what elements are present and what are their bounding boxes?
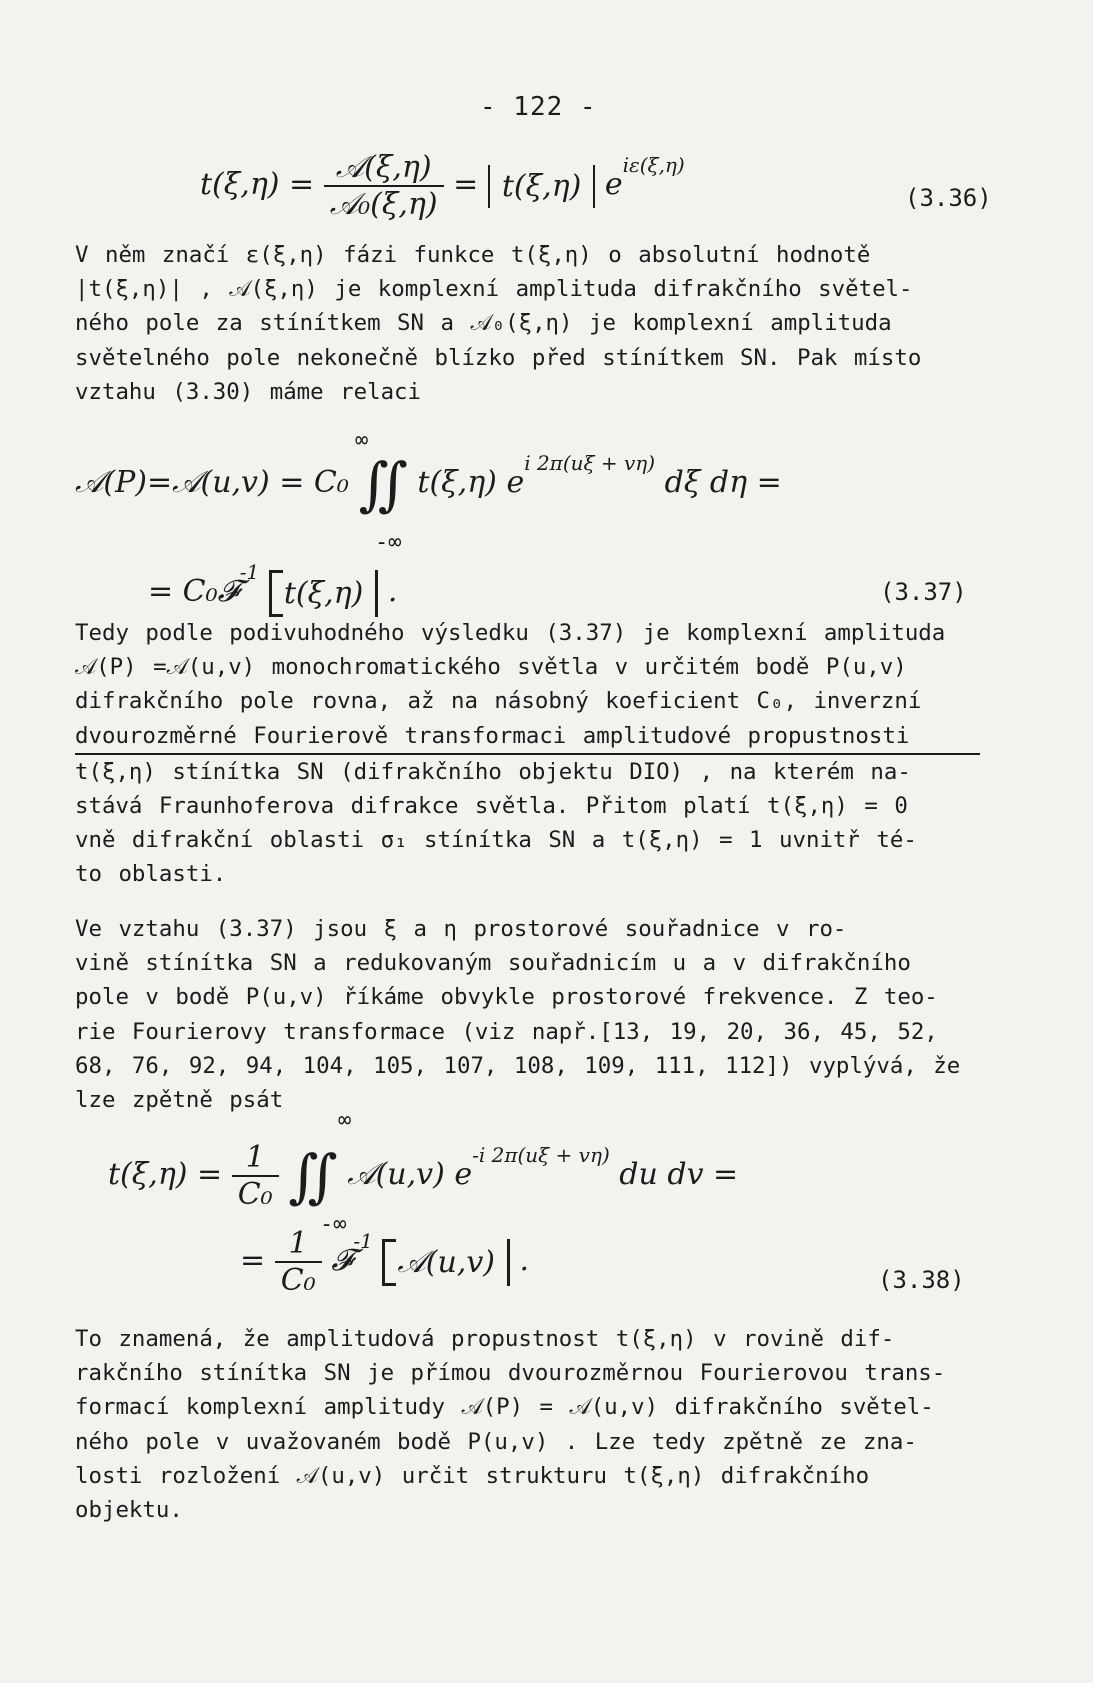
paragraph-3-line: pole v bodě P(u,v) říkáme obvykle prostorové frekvence. Z teo- xyxy=(75,984,938,1011)
eq-338-exponent: -i 2π(uξ + vη) xyxy=(472,1143,610,1167)
equation-3-37-line-1 xyxy=(75,450,782,518)
paragraph-4-line: objektu. xyxy=(75,1497,183,1524)
eq-338-lhs: t(ξ,η) = xyxy=(108,1157,223,1192)
equation-3-36 xyxy=(200,150,685,222)
paragraph-3-line: Ve vztahu (3.37) jsou ξ a η prostorové souřadnice v ro- xyxy=(75,916,847,942)
page-number: - 122 - xyxy=(480,92,597,122)
eq-336-exp-base: e xyxy=(604,167,623,202)
eq-338-fraction-1 xyxy=(232,1140,279,1212)
paragraph-3 xyxy=(75,912,980,1117)
eq-337-bracket: t(ξ,η) xyxy=(269,570,379,617)
eq-338-integral-sign: ∬ xyxy=(288,1142,338,1210)
eq-337-number: (3.37) xyxy=(880,578,967,606)
eq-337-integrand: t(ξ,η) xyxy=(417,465,497,500)
paragraph-2-underlined-line: dvourozměrné Fourierově transformaci amplitudové propustnosti xyxy=(75,719,980,755)
eq-338-differentials: du dv = xyxy=(619,1157,739,1192)
equation-3-38-line-1 xyxy=(108,1140,738,1212)
eq-338-lower-limit: -∞ xyxy=(320,1212,347,1237)
eq-338-line2-equals: = xyxy=(240,1243,266,1278)
eq-337-lhs: 𝒜(P)=𝒜(u,v) = C₀ xyxy=(75,465,349,500)
eq-338-operator-sup: -1 xyxy=(353,1229,373,1253)
eq-336-number: (3.36) xyxy=(905,184,992,212)
eq-336-exponent: iε(ξ,η) xyxy=(622,153,685,177)
paragraph-1-line: vztahu (3.30) máme relaci xyxy=(75,378,422,405)
paragraph-2 xyxy=(75,616,980,892)
paragraph-1-line: ného pole za stínítkem SN a 𝒜₀(ξ,η) je komplexní amplituda xyxy=(75,310,892,337)
paragraph-2-line: difrakčního pole rovna, až na násobný koeficient C₀, inverzní xyxy=(75,688,922,715)
paragraph-3-line: lze zpětně psát xyxy=(75,1087,284,1114)
eq-336-numerator: 𝒜(ξ,η) xyxy=(324,150,444,187)
paragraph-4 xyxy=(75,1322,980,1527)
eq-338-number: (3.38) xyxy=(878,1266,965,1294)
eq-337-exp-base: e xyxy=(506,465,525,500)
eq-338-upper-limit: ∞ xyxy=(338,1108,352,1133)
paragraph-4-line: ného pole v uvažovaném bodě P(u,v) . Lze tedy zpětně ze zna- xyxy=(75,1428,917,1455)
eq-338-frac2-denominator: C₀ xyxy=(280,1263,316,1298)
paragraph-4-line: rakčního stínítka SN je přímou dvourozměrnou Fourierovou trans- xyxy=(75,1360,946,1387)
eq-338-bracket: 𝒜(u,v) xyxy=(382,1239,510,1286)
eq-338-integrand: 𝒜(u,v) xyxy=(347,1157,445,1192)
paragraph-3-line: 68, 76, 92, 94, 104, 105, 107, 108, 109, 111, 112]) vyplývá, že xyxy=(75,1052,961,1079)
paragraph-2-line: to oblasti. xyxy=(75,861,227,888)
eq-337-line2-sup: -1 xyxy=(239,560,260,584)
paragraph-4-line: losti rozložení 𝒜(u,v) určit strukturu t(ξ,η) difrakčního xyxy=(75,1462,870,1489)
eq-338-frac2-numerator: 1 xyxy=(275,1226,322,1263)
paragraph-2-line: 𝒜(P) =𝒜(u,v) monochromatického světla v určitém bodě P(u,v) xyxy=(75,654,907,681)
paragraph-2-line: stává Fraunhoferova difrakce světla. Přitom platí t(ξ,η) = 0 xyxy=(75,793,908,820)
paragraph-2-line: t(ξ,η) stínítka SN (difrakčního objektu DIO) , na kterém na- xyxy=(75,758,911,785)
equation-3-37-line-2 xyxy=(148,560,397,617)
paragraph-2-line: vně difrakční oblasti σ₁ stínítka SN a t(ξ,η) = 1 uvnitř té- xyxy=(75,827,917,854)
paragraph-1-line: světelného pole nekonečně blízko před stínítkem SN. Pak místo xyxy=(75,344,922,371)
eq-336-fraction xyxy=(324,150,444,222)
eq-337-differentials: dξ dη = xyxy=(664,465,782,500)
paragraph-1-line: V něm značí ε(ξ,η) fázi funkce t(ξ,η) o absolutní hodnotě xyxy=(75,242,871,268)
eq-336-denominator: 𝒜₀(ξ,η) xyxy=(329,187,438,222)
paragraph-3-line: vině stínítka SN a redukovaným souřadnicím u a v difrakčního xyxy=(75,950,911,977)
eq-337-exponent: i 2π(uξ + vη) xyxy=(524,451,656,475)
paragraph-4-line: formací komplexní amplitudy 𝒜(P) = 𝒜(u,v) difrakčního světel- xyxy=(75,1394,934,1421)
paragraph-2-line: Tedy podle podivuhodného výsledku (3.37) je komplexní amplituda xyxy=(75,620,946,646)
paragraph-3-line: rie Fourierovy transformace (viz např.[13, 19, 20, 36, 45, 52, xyxy=(75,1018,938,1045)
eq-337-line2-suffix: . xyxy=(387,574,398,609)
eq-338-fraction-2 xyxy=(275,1226,322,1298)
eq-338-operator: 𝓕 xyxy=(331,1243,354,1278)
eq-336-absolute-value: t(ξ,η) xyxy=(488,165,596,208)
paragraph-1-line: |t(ξ,η)| , 𝒜(ξ,η) je komplexní amplituda difrakčního světel- xyxy=(75,276,913,303)
eq-338-frac1-denominator: C₀ xyxy=(237,1177,273,1212)
paragraph-1 xyxy=(75,238,980,409)
equation-3-38-line-2 xyxy=(240,1226,529,1298)
eq-338-exp-base: e xyxy=(454,1157,473,1192)
eq-336-lhs: t(ξ,η) = xyxy=(200,167,315,202)
eq-338-line2-suffix: . xyxy=(519,1243,530,1278)
eq-337-integral-sign: ∬ xyxy=(358,450,408,518)
eq-337-lower-limit: -∞ xyxy=(375,530,402,555)
eq-337-upper-limit: ∞ xyxy=(355,428,369,453)
eq-337-line2-prefix: = C₀𝓕 xyxy=(148,574,240,609)
eq-338-frac1-numerator: 1 xyxy=(232,1140,279,1177)
eq-336-equals: = xyxy=(453,167,479,202)
paragraph-4-line: To znamená, že amplitudová propustnost t(ξ,η) v rovině dif- xyxy=(75,1326,895,1352)
